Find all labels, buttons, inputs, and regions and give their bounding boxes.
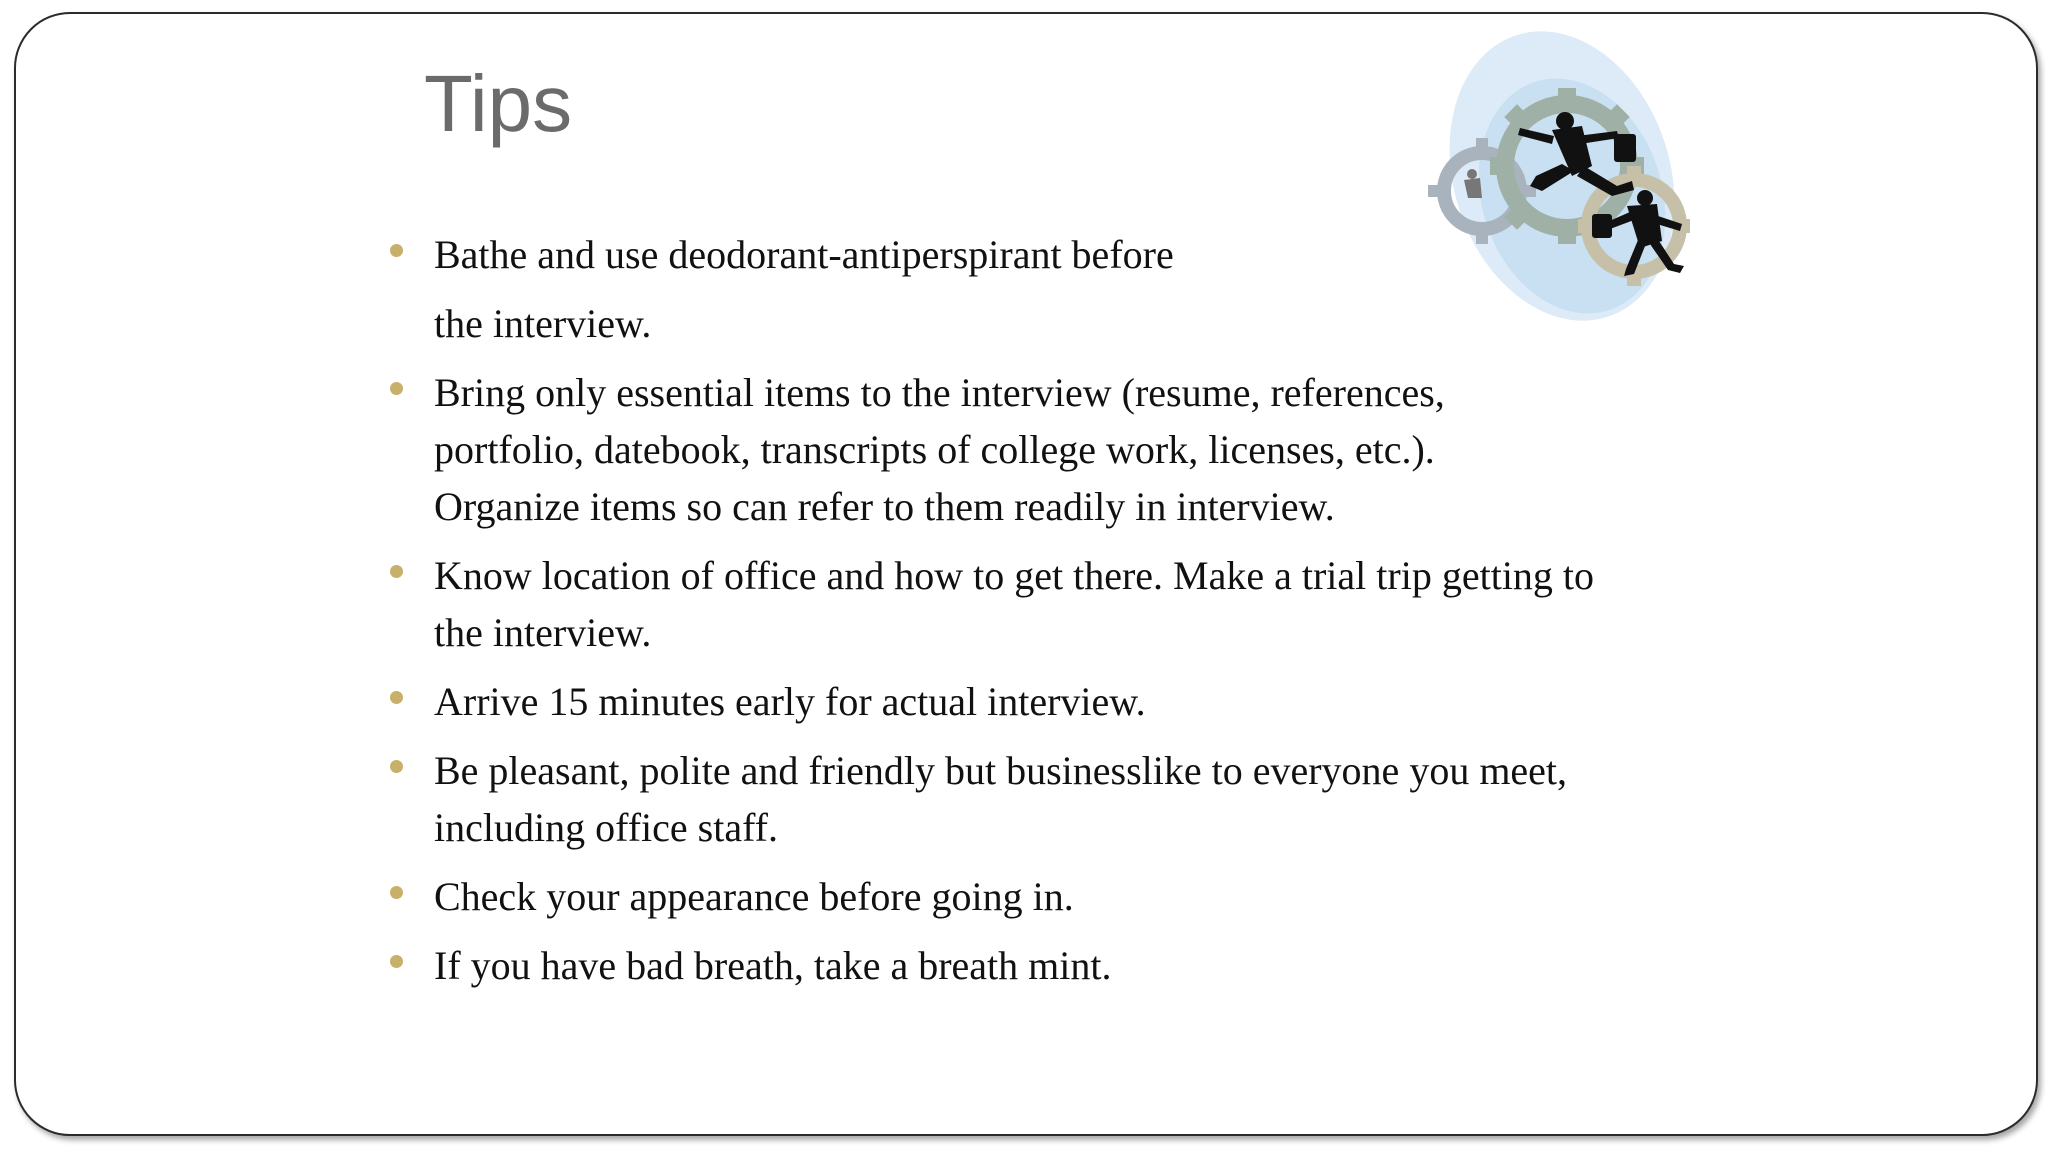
bullet-text: Arrive 15 minutes early for actual interview. [434,679,1146,724]
bullet-item [390,937,1690,994]
bullet-text: the interview. [434,301,652,346]
bullet-text: Bathe and use deodorant-antiperspirant before [434,232,1174,277]
bullet-dot-icon [390,760,403,773]
bullet-item [390,673,1690,730]
bullet-dot-icon [390,955,403,968]
bullet-item [390,868,1690,925]
bullet-dot-icon [390,244,403,257]
bullet-list [390,226,1690,1006]
bullet-item [390,226,1690,352]
bullet-text: the interview. [434,610,652,655]
bullet-text: Bring only essential items to the interview (resume, references, [434,370,1445,415]
bullet-dot-icon [390,691,403,704]
bullet-text: Be pleasant, polite and friendly but businesslike to everyone you meet, [434,748,1568,793]
bullet-text: Organize items so can refer to them readily in interview. [434,484,1335,529]
bullet-item [390,364,1690,535]
bullet-dot-icon [390,886,403,899]
bullet-text: If you have bad breath, take a breath mint. [434,943,1112,988]
bullet-dot-icon [390,565,403,578]
bullet-item [390,547,1690,661]
bullet-dot-icon [390,382,403,395]
slide-title: Tips [424,59,573,148]
bullet-item [390,742,1690,856]
bullet-text: Check your appearance before going in. [434,874,1074,919]
bullet-text: including office staff. [434,805,778,850]
bullet-text: portfolio, datebook, transcripts of college work, licenses, etc.). [434,427,1435,472]
bullet-text: Know location of office and how to get there. Make a trial trip getting to [434,553,1595,598]
